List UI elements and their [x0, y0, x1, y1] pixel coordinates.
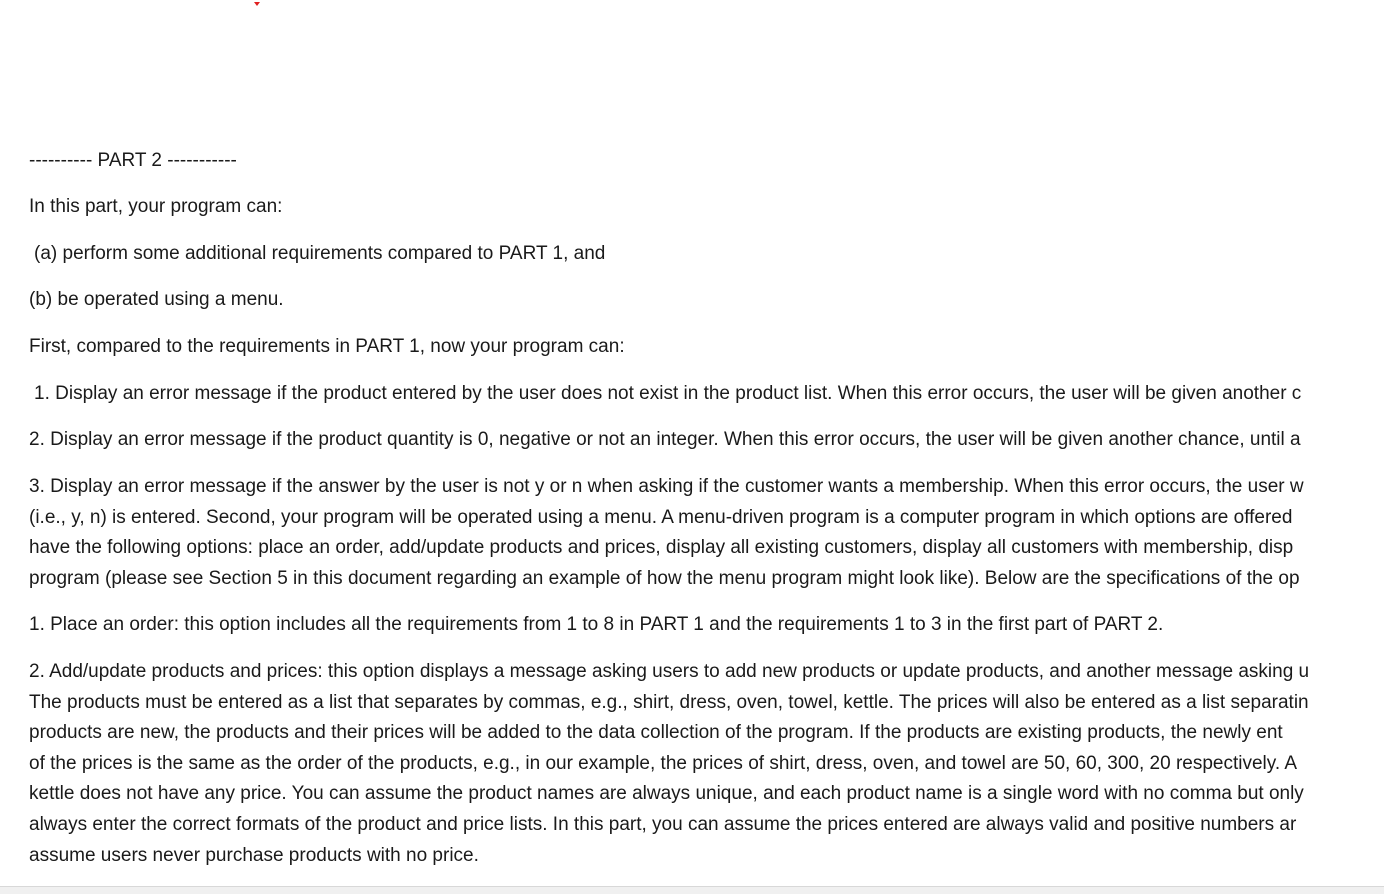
option-2-line-1: 2. Add/update products and prices: this option displays a message asking users to add new products or update products, and another message asking u [29, 661, 1310, 682]
requirement-3-line-1: 3. Display an error message if the answer by the user is not y or n when asking if the customer wants a membership. When this error occurs, the user w [29, 476, 1304, 497]
part-2-heading: ---------- PART 2 ----------- [29, 150, 237, 171]
requirement-1: 1. Display an error message if the product entered by the user does not exist in the product list. When this error occurs, the user will be given another c [34, 383, 1302, 404]
option-2-line-7: assume users never purchase products with no price. [29, 845, 479, 866]
first-requirements-intro: First, compared to the requirements in PART 1, now your program can: [29, 336, 625, 357]
requirement-3-line-2: (i.e., y, n) is entered. Second, your program will be operated using a menu. A menu-driven program is a computer program in which options are offered [29, 507, 1293, 528]
requirement-3-line-4: program (please see Section 5 in this document regarding an example of how the menu program might look like). Below are the specifications of the op [29, 568, 1300, 589]
option-2-line-5: kettle does not have any price. You can assume the product names are always unique, and each product name is a single word with no comma but only [29, 783, 1304, 804]
option-2-line-3: products are new, the products and their prices will be added to the data collection of the program. If the products are existing products, the newly ent [29, 722, 1283, 743]
point-a: (a) perform some additional requirements compared to PART 1, and [34, 243, 606, 264]
option-2-line-4: of the prices is the same as the order of the products, e.g., in our example, the prices of shirt, dress, oven, and towel are 50, 60, 300, 20 respectively. A [29, 753, 1298, 774]
option-2-line-2: The products must be entered as a list that separates by commas, e.g., shirt, dress, oven, towel, kettle. The prices will also be entered as a list separatin [29, 692, 1309, 713]
option-1-place-order: 1. Place an order: this option includes all the requirements from 1 to 8 in PART 1 and the requirements 1 to 3 in the first part of PART 2. [29, 614, 1164, 635]
option-2-line-6: always enter the correct formats of the product and price lists. In this part, you can assume the prices entered are always valid and positive numbers ar [29, 814, 1297, 835]
red-caret-mark [254, 2, 260, 6]
requirement-2: 2. Display an error message if the product quantity is 0, negative or not an integer. When this error occurs, the user will be given another chance, until a [29, 429, 1301, 450]
point-b: (b) be operated using a menu. [29, 289, 284, 310]
intro-line: In this part, your program can: [29, 196, 283, 217]
requirement-3-line-3: have the following options: place an order, add/update products and prices, display all existing customers, display all customers with membership, disp [29, 537, 1294, 558]
